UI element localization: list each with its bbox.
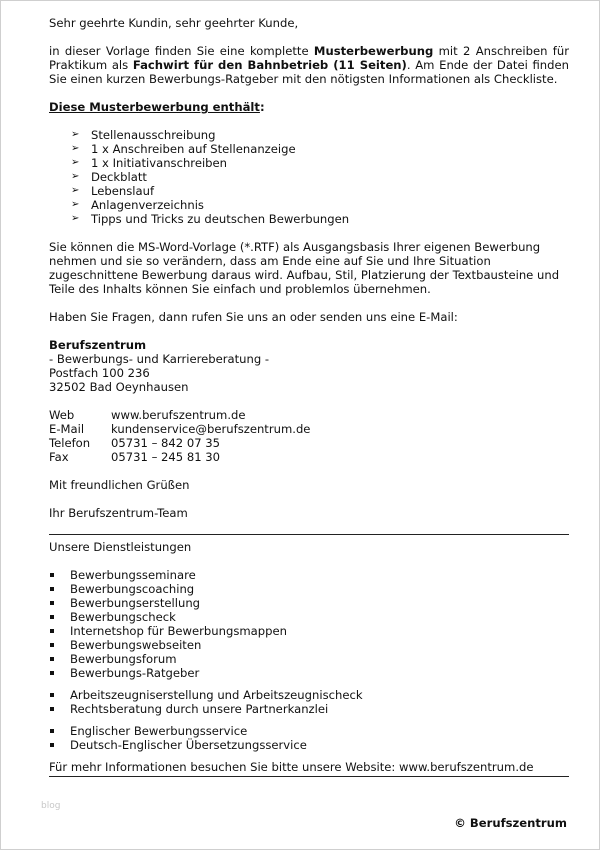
list-item: Internetshop für Bewerbungsmappen xyxy=(49,624,569,638)
closing: Mit freundlichen Grüßen xyxy=(49,478,190,492)
contact-fax: 05731 – 245 81 30 xyxy=(111,450,221,464)
square-bullet-icon xyxy=(50,643,54,647)
list-item: Bewerbungswebseiten xyxy=(49,638,569,652)
list-item: Bewerbungsforum xyxy=(49,652,569,666)
list-item: ➢ Stellenausschreibung xyxy=(71,128,216,142)
list-item: Bewerbungs-Ratgeber xyxy=(49,666,569,680)
arrow-bullet-icon: ➢ xyxy=(71,199,80,210)
list-item: Arbeitszeugniserstellung und Arbeitszeugnischeck xyxy=(49,688,569,702)
company-name: Berufszentrum xyxy=(49,338,147,352)
square-bullet-icon xyxy=(50,671,54,675)
square-bullet-icon xyxy=(50,729,54,733)
intro-text-3: . Am Ende der Datei finden Sie einen kurzen Bewerbungs-Ratgeber mit den nötigsten Informationen als Checkliste. xyxy=(49,58,569,86)
table-row xyxy=(49,436,310,450)
square-bullet-icon xyxy=(50,615,54,619)
contains-heading-line xyxy=(49,100,569,114)
contact-label: E-Mail xyxy=(49,422,85,436)
square-bullet-icon xyxy=(50,693,54,697)
services-list-main xyxy=(49,568,569,680)
arrow-bullet-icon: ➢ xyxy=(71,213,80,224)
list-item: ➢ Tipps und Tricks zu deutschen Bewerbungen xyxy=(71,212,350,226)
body-paragraph: Sie können die MS-Word-Vorlage (*.RTF) als Ausgangsbasis Ihrer eigenen Bewerbung nehmen und sie so verändern, dass am Ende eine auf Sie und Ihre Situation zugeschnittene Bewerbung daraus wird. Aufbau, Stil, Platzierung der Textbausteine und Teile des Inhalts können Sie einfach und problemlos übernehmen. xyxy=(49,240,560,296)
arrow-bullet-icon: ➢ xyxy=(71,171,80,182)
arrow-bullet-icon: ➢ xyxy=(71,143,80,154)
contact-label: Web xyxy=(49,408,75,422)
list-item: ➢ Anlagenverzeichnis xyxy=(71,198,204,212)
intro-bold-1: Musterbewerbung xyxy=(313,44,434,58)
company-address xyxy=(49,338,569,394)
table-row xyxy=(49,450,310,464)
signature: Ihr Berufszentrum-Team xyxy=(49,506,188,520)
letter-content xyxy=(49,16,569,777)
contact-web-link[interactable]: www.berufszentrum.de xyxy=(111,408,246,422)
watermark: blog xyxy=(41,801,61,811)
services-heading: Unsere Dienstleistungen xyxy=(49,540,192,554)
square-bullet-icon xyxy=(50,601,54,605)
list-item: Bewerbungsseminare xyxy=(49,568,569,582)
intro-paragraph xyxy=(49,44,569,86)
company-postbox: Postfach 100 236 xyxy=(49,366,150,380)
intro-text-2: mit 2 Anschreiben für Praktikum als xyxy=(49,44,569,72)
divider xyxy=(49,776,569,777)
list-item: Bewerbungserstellung xyxy=(49,596,569,610)
contact-table xyxy=(49,408,310,464)
contact-label: Fax xyxy=(49,450,69,464)
intro-text-1: in dieser Vorlage finden Sie eine komplette xyxy=(49,44,314,58)
greeting: Sehr geehrte Kundin, sehr geehrter Kunde, xyxy=(49,16,299,30)
arrow-bullet-icon: ➢ xyxy=(71,129,80,140)
services-list-legal xyxy=(49,688,569,716)
square-bullet-icon xyxy=(50,657,54,661)
arrow-bullet-icon: ➢ xyxy=(71,157,80,168)
square-bullet-icon xyxy=(50,707,54,711)
square-bullet-icon xyxy=(50,587,54,591)
square-bullet-icon xyxy=(50,743,54,747)
copyright: © Berufszentrum xyxy=(454,816,567,830)
list-item: ➢ Deckblatt xyxy=(71,170,147,184)
square-bullet-icon xyxy=(50,573,54,577)
table-row xyxy=(49,422,310,436)
contact-phone: 05731 – 842 07 35 xyxy=(111,436,221,450)
list-item: ➢ Lebenslauf xyxy=(71,184,155,198)
contains-heading: Diese Musterbewerbung enthält xyxy=(49,100,260,114)
table-row xyxy=(49,408,310,422)
arrow-bullet-icon: ➢ xyxy=(71,185,80,196)
company-city: 32502 Bad Oeynhausen xyxy=(49,380,189,394)
website-line: Für mehr Informationen besuchen Sie bitte unsere Website: www.berufszentrum.de xyxy=(49,760,534,774)
list-item: ➢ 1 x Initiativanschreiben xyxy=(71,156,228,170)
list-item: Rechtsberatung durch unsere Partnerkanzlei xyxy=(49,702,569,716)
square-bullet-icon xyxy=(50,629,54,633)
divider xyxy=(49,534,569,535)
intro-bold-2: Fachwirt für den Bahnbetrieb (11 Seiten) xyxy=(132,58,407,72)
list-item: Bewerbungscheck xyxy=(49,610,569,624)
question-line: Haben Sie Fragen, dann rufen Sie uns an oder senden uns eine E-Mail: xyxy=(49,310,458,324)
company-tagline: - Bewerbungs- und Karriereberatung - xyxy=(49,352,270,366)
contents-list xyxy=(49,128,569,226)
list-item: ➢ 1 x Anschreiben auf Stellenanzeige xyxy=(71,142,296,156)
list-item: Englischer Bewerbungsservice xyxy=(49,724,569,738)
services-list-english xyxy=(49,724,569,752)
list-item: Bewerbungscoaching xyxy=(49,582,569,596)
list-item: Deutsch-Englischer Übersetzungsservice xyxy=(49,738,569,752)
contains-colon: : xyxy=(259,100,265,114)
contact-email-link[interactable]: kundenservice@berufszentrum.de xyxy=(111,422,311,436)
contact-label: Telefon xyxy=(49,436,91,450)
